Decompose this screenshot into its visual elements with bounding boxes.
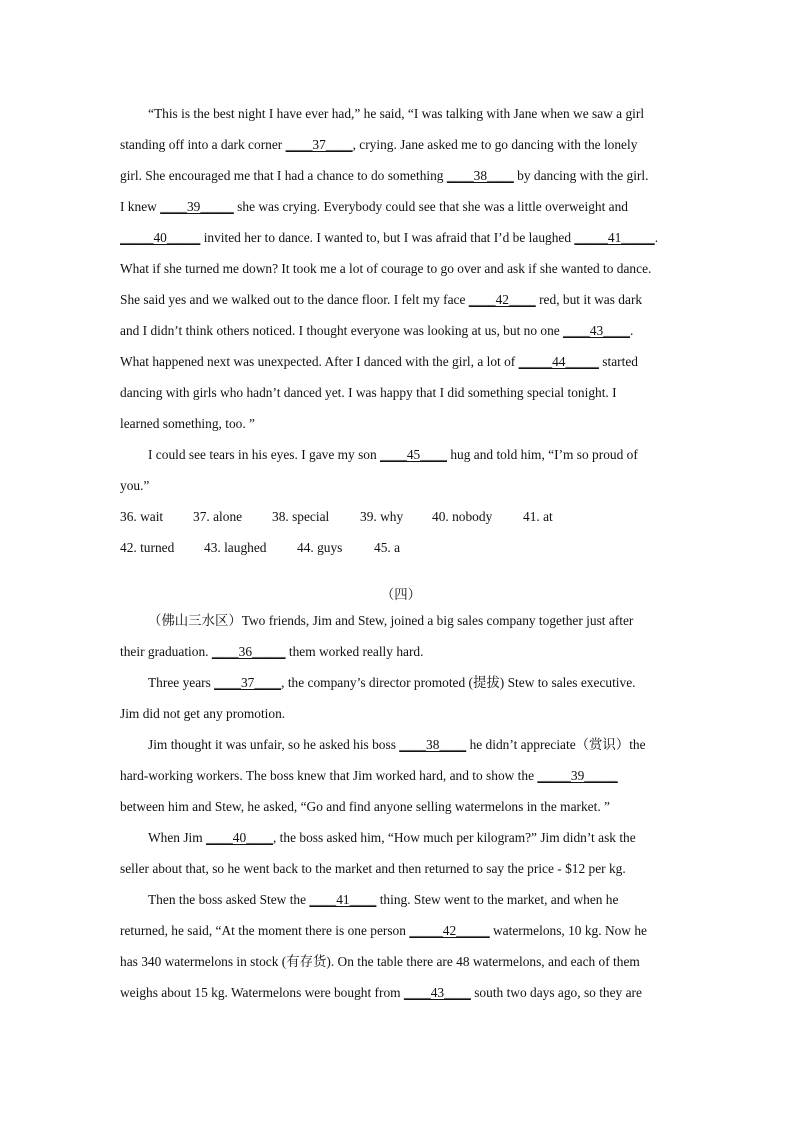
passage-3-line [148, 98, 644, 129]
answer-blank: ____37____ [285, 137, 353, 152]
answer-blank: ____43____ [403, 985, 471, 1000]
text-run: and I didn’t think others noticed. I thought everyone was looking at us, but no one [120, 323, 564, 338]
text-run: their graduation. [120, 644, 212, 659]
answer-key-item: 38. special [272, 509, 330, 524]
text-run: standing off into a dark corner [120, 137, 286, 152]
passage-4-line [148, 884, 618, 915]
passage-3-line [120, 222, 658, 253]
text-run: learned something, too. ” [120, 416, 255, 431]
text-run: returned, he said, “At the moment there is one person [120, 923, 410, 938]
text-run: watermelons, 10 kg. Now he [489, 923, 647, 938]
text-run: them worked really hard. [285, 644, 424, 659]
text-run: red, but it was dark [535, 292, 643, 307]
answer-blank: ____40____ [206, 830, 273, 845]
text-run: he didn’t appreciate（赏识）the [466, 737, 646, 752]
answer-blank: ____42____ [468, 292, 536, 307]
text-run: . [654, 230, 659, 245]
text-run: she was crying. Everybody could see that she was a little overweight and [233, 199, 628, 214]
answer-blank: _____44_____ [518, 354, 599, 369]
text-run: between him and Stew, he asked, “Go and find anyone selling watermelons in the market. ” [120, 799, 610, 814]
answer-blank: _____42_____ [409, 923, 490, 938]
passage-3-line [120, 408, 255, 439]
answer-key-item: 37. alone [193, 509, 243, 524]
text-run: What if she turned me down? It took me a lot of courage to go over and ask if she wanted to dance. [120, 261, 652, 276]
text-run: invited her to dance. I wanted to, but I was afraid that I’d be laughed [200, 230, 575, 245]
passage-4-line [120, 791, 610, 822]
passage-3-line [120, 284, 642, 315]
passage-3-line [120, 346, 638, 377]
passage-3-line [120, 191, 628, 222]
text-run: girl. She encouraged me that I had a chance to do something [120, 168, 447, 183]
answer-key-item: 41. at [523, 509, 553, 524]
text-run: （佛山三水区）Two friends, Jim and Stew, joined a big sales company together just after [148, 613, 634, 628]
passage-3-line [120, 129, 637, 160]
text-run: , crying. Jane asked me to go dancing with the lonely [352, 137, 638, 152]
text-run: dancing with girls who hadn’t danced yet. I was happy that I did something special tonight. I [120, 385, 617, 400]
passage-4-line [120, 698, 285, 729]
answer-key-item: 39. why [360, 509, 404, 524]
text-run: , the boss asked him, “How much per kilogram?” Jim didn’t ask the [272, 830, 636, 845]
passage-3-line [120, 160, 648, 191]
passage-4-line [120, 946, 640, 977]
answer-blank: ____37____ [214, 675, 282, 690]
answer-key-item: 44. guys [297, 540, 343, 555]
answer-blank: ____45____ [380, 447, 447, 462]
text-run: I could see tears in his eyes. I gave my son [148, 447, 381, 462]
section-heading: （四） [380, 587, 422, 602]
answer-key-item: 43. laughed [204, 540, 267, 555]
text-run: Three years [148, 675, 215, 690]
text-run: Jim thought it was unfair, so he asked his boss [148, 737, 400, 752]
passage-4-line [148, 822, 636, 853]
text-run: “This is the best night I have ever had,” he said, “I was talking with Jane when we saw a girl [148, 106, 645, 121]
answer-key-item: 40. nobody [432, 509, 493, 524]
answer-blank: _____39_____ [537, 768, 618, 783]
text-run: . [630, 323, 634, 338]
text-run: When Jim [148, 830, 207, 845]
passage-4-line [120, 915, 647, 946]
text-run: has 340 watermelons in stock (有存货). On the table there are 48 watermelons, and each of them [120, 954, 640, 969]
text-run: thing. Stew went to the market, and when he [376, 892, 619, 907]
text-run: What happened next was unexpected. After I danced with the girl, a lot of [120, 354, 519, 369]
answer-blank: _____41_____ [574, 230, 655, 245]
text-run: you.” [120, 478, 150, 493]
text-run: weighs about 15 kg. Watermelons were bought from [120, 985, 404, 1000]
passage-3-line [120, 377, 617, 408]
passage-4-line [148, 667, 636, 698]
answer-blank: ____39_____ [160, 199, 234, 214]
passage-4-line [120, 760, 618, 791]
text-run: I knew [120, 199, 161, 214]
passage-3-line [120, 470, 149, 501]
text-run: Then the boss asked Stew the [148, 892, 310, 907]
text-run: seller about that, so he went back to the market and then returned to say the price - $12 per kg. [120, 861, 626, 876]
passage-4-line [120, 853, 626, 884]
answer-key-item: 45. a [374, 540, 401, 555]
answer-blank: ____41____ [309, 892, 377, 907]
passage-4-line [120, 977, 642, 1008]
answer-key-item: 36. wait [120, 509, 164, 524]
text-run: hard-working workers. The boss knew that Jim worked hard, and to show the [120, 768, 538, 783]
text-run: Jim did not get any promotion. [120, 706, 286, 721]
passage-3-line [120, 315, 633, 346]
answer-blank: ____38____ [399, 737, 467, 752]
passage-3-line [148, 439, 638, 470]
text-run: , the company’s director promoted (提拔) Stew to sales executive. [281, 675, 636, 690]
answer-key-item: 42. turned [120, 540, 175, 555]
passage-4-line [148, 729, 646, 760]
text-run: hug and told him, “I’m so proud of [447, 447, 638, 462]
passage-3-line [120, 253, 651, 284]
text-run: by dancing with the girl. [513, 168, 649, 183]
passage-4-line [120, 636, 423, 667]
text-run: south two days ago, so they are [470, 985, 642, 1000]
answer-blank: ____36_____ [211, 644, 286, 659]
text-run: started [598, 354, 638, 369]
text-run: She said yes and we walked out to the dance floor. I felt my face [120, 292, 469, 307]
passage-4-line [148, 605, 633, 636]
answer-blank: _____40_____ [120, 230, 201, 245]
answer-blank: ____43____ [563, 323, 631, 338]
answer-blank: ____38____ [446, 168, 514, 183]
